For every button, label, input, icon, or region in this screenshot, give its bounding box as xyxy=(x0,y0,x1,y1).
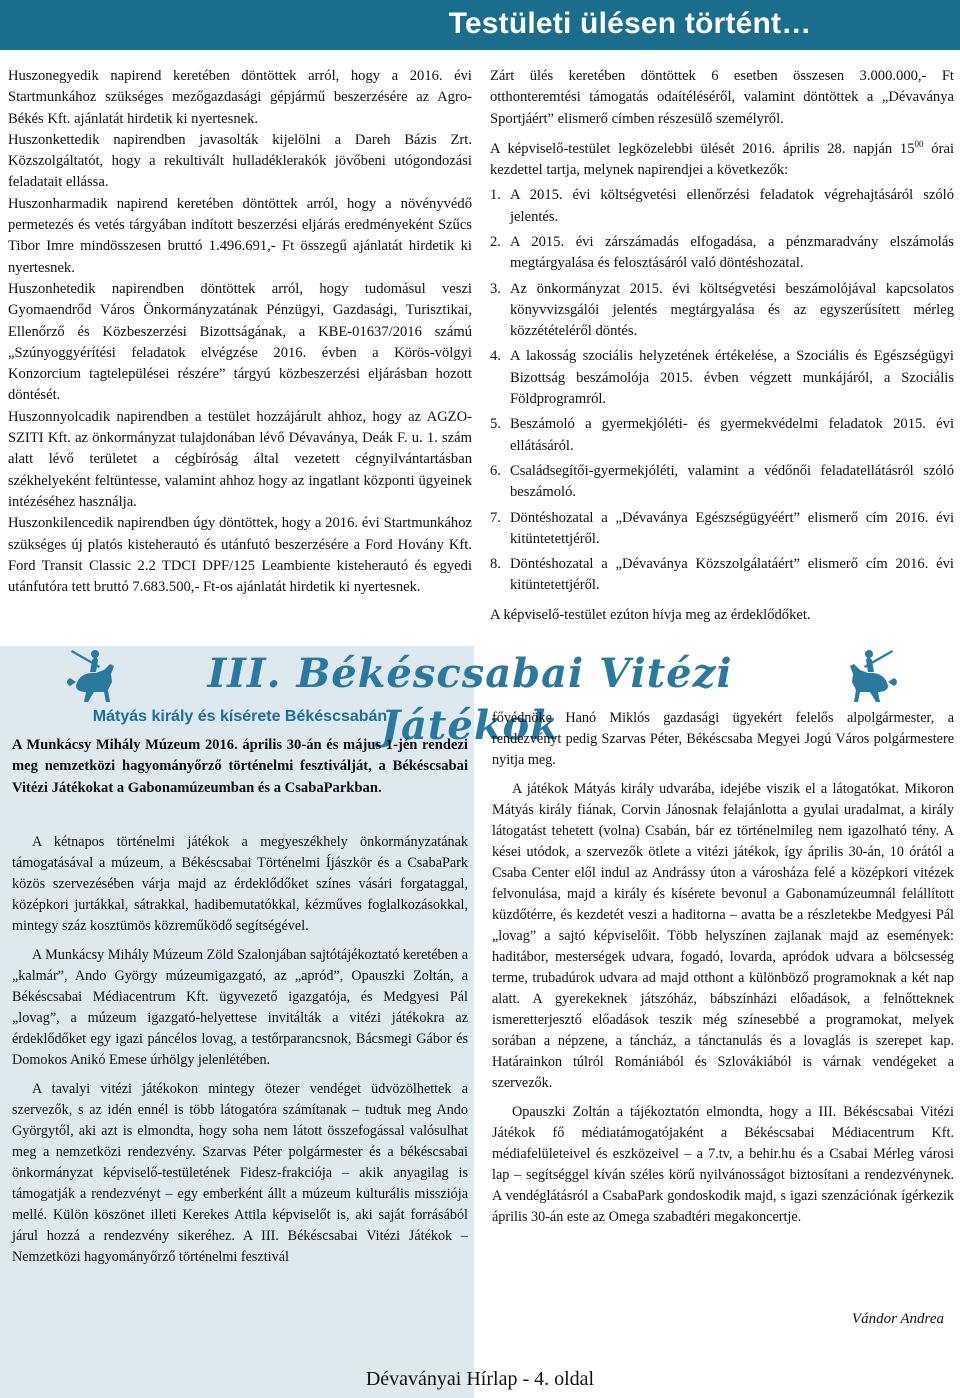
page-footer: Dévaványai Hírlap - 4. oldal xyxy=(365,1368,595,1390)
agenda-item xyxy=(490,414,954,457)
top-left-column xyxy=(8,66,472,598)
paragraph: A játékok Mátyás király udvarába, idejébe viszik el a látogatókat. Mikoron Mátyás király fiának, Corvin Jánosnak felajánlotta a gyulai uradalmat, a király látogatást tehetett (volna) Csabán, bár ez történelmileg nem igazolható tény. A kései utódok, a szervezők ötlete a vitézi játékok, így április 30-án, 10 órától a Csaba Center elől indul az Andrássy úton a városháza felé a középkori vitézek felvonulása, majd a király és kísérete bevonul a Gabonamúzeumnál felállított küzdőtérre, és kezdetét veszi a haditorna – avatta be a részletekbe Medgyesi Pál „lovag” a sajtó képviselőit. Több helyszínen zajlanak majd az események: haditábor, mesterségek udvara, fogadó, lovarda, apródok udvara a bölcsesség terme, trubadúrok udvara ad majd otthont a különböző programoknak a két nap alatt. A gyerekeknek játszóház, bábszínházi előadások, a felnőtteknek ismeretterjesztő előadások teszik még színesebbé a programokat, melyek sorában a népzene, a táncház, a tánctanulás és a lovaglás is szerepet kap. Határainkon túlról Romániából és Szlovákiából is várnak vendégeket a szervezők. xyxy=(492,781,954,1091)
knight-on-horse-icon xyxy=(840,646,900,708)
event-lead: A Munkácsy Mihály Múzeum 2016. április 30-án és május 1-jén rendezi meg nemzetközi hagyományőrző történelmi fesztiválját, a Békéscsabai Vitézi Játékokat a Gabonamúzeumban és a CsabaParkban. xyxy=(12,737,468,796)
event-article-right xyxy=(492,708,954,1236)
author-signature: Vándor Andrea xyxy=(851,1311,944,1327)
agenda-list xyxy=(490,185,954,596)
agenda-item-number: 5. xyxy=(490,416,501,433)
event-subtitle: Mátyás király és kísérete Békéscsabán xyxy=(92,708,388,725)
agenda-item-text: Beszámoló a gyermekjóléti- és gyermekvédelmi feladatok 2015. évi ellátásáról. xyxy=(510,416,954,454)
agenda-item-text: A lakosság szociális helyzetének értékelése, a Szociális és Egészségügyi Bizottság beszámolója 2015. évben végzett munkájáról, a Szociális Földprogramról. xyxy=(510,348,954,408)
agenda-item xyxy=(490,461,954,504)
closed-session-paragraph: Zárt ülés keretében döntöttek 6 esetben összesen 3.000.000,- Ft otthonteremtési támogatás odaítéléséről, valamint döntöttek a „Dévaványa Sportjáért” elismerő címben részesülő személyről. xyxy=(490,68,954,127)
agenda-item-text: Döntéshozatal a „Dévaványa Közszolgálatáért” elismerő cím 2016. évi kitüntetettjéről. xyxy=(510,556,954,594)
paragraph: Huszonkettedik napirendben javasolták kijelölni a Dareh Bázis Zrt. Közszolgáltatót, hogy a rekultivált hulladéklerakók jövőbeni utógondozási feladatait ellássa. xyxy=(8,131,472,191)
time-superscript: 00 xyxy=(914,138,924,149)
agenda-item-text: Családsegítői-gyermekjóléti, valamint a védőnői feladatellátásról szóló beszámoló. xyxy=(510,462,954,501)
paragraph: A kétnapos történelmi játékok a megyeszékhely önkormányzatának támogatásával a múzeum, a Békéscsabai Történelmi Íjászkör és a CsabaPark közös szervezésében várja majd az érdeklődőket színes vásári forgataggal, középkori jurtákkal, sátrakkal, hadibemutatókkal, kézműves foglalkozásokkal, mintegy száz kosztümös közreműködő segítségével. xyxy=(12,834,468,934)
next-meeting-text-cont: órai kezdettel tartja, melynek napirendjei a következők: xyxy=(490,140,954,179)
header-bar-left xyxy=(0,0,300,50)
next-meeting-text: A képviselő-testület legközelebbi ülését 2016. április 28. napján 15 xyxy=(490,140,915,157)
agenda-item-number: 7. xyxy=(490,509,501,526)
agenda-item-text: A 2015. évi költségvetési ellenőrzési feladatok végrehajtásáról szóló jelentés. xyxy=(510,187,954,225)
page-title: Testületi ülésen történt… xyxy=(448,7,812,40)
agenda-item xyxy=(490,346,954,410)
agenda-item-number: 4. xyxy=(490,348,501,365)
agenda-item-number: 8. xyxy=(490,556,501,573)
paragraph: Huszonnyolcadik napirendben a testület hozzájárult ahhoz, hogy az AGZO-SZITI Kft. az önkormányzat tulajdonában lévő Dévaványa, Deák F. u. 1. szám alatt lévő területet a cégbíróság által vezetett cégnyilvántartásban székhelyeként feltüntesse, valamint ahhoz hogy az ingatlant központi ügyeinek intézéséhez használja. xyxy=(8,408,472,510)
agenda-item-number: 6. xyxy=(490,462,501,479)
next-meeting-paragraph xyxy=(490,134,954,181)
agenda-item xyxy=(490,279,954,343)
agenda-item xyxy=(490,185,954,228)
agenda-item xyxy=(490,508,954,551)
agenda-item-number: 1. xyxy=(490,187,501,204)
paragraph: Huszonegyedik napirend keretében döntöttek arról, hogy a 2016. évi Startmunkához szükséges mezőgazdasági gépjármű beszerzésére az Agro-Békés Kft. ajánlatát hirdetik ki nyertesnek. xyxy=(8,68,472,127)
event-box-body xyxy=(12,832,468,1276)
paragraph: Huszonharmadik napirend keretében döntöttek arról, hogy a növényvédő permetezés és vetés tárgyában indított beszerzési eljárás eredményeként Szűcs Tibor Imre mindösszesen bruttó 1.496.691,- Ft összegű ajánlatát hirdetik ki nyertesnek. xyxy=(8,195,472,276)
knight-on-horse-icon xyxy=(64,646,124,708)
paragraph: fővédnöke Hanó Miklós gazdasági ügyekért felelős alpolgármester, a rendezvényt pedig Szarvas Péter, Békéscsaba Megyei Jogú Város polgármestere nyitja meg. xyxy=(492,710,954,768)
agenda-item-text: A 2015. évi zárszámadás elfogadása, a pénzmaradvány elszámolás megtárgyalása és felosztásáról való döntéshozatal. xyxy=(510,233,954,272)
paragraph: Huszonkilencedik napirendben úgy döntöttek, hogy a 2016. évi Startmunkához szükséges új platós kisteherautó és utánfutó beszerzésére a Ford Hovány Kft. Ford Transit Classic 2.2 TDCI DPF/125 Leambiente kisteherautó és egyedi utánfutóra tett bruttó 7.683.500,- Ft-os ajánlatát hirdetik ki nyertesnek. xyxy=(8,515,472,596)
agenda-item-text: Az önkormányzat 2015. évi költségvetési beszámolójával kapcsolatos könyvvizsgálói jelentés megtárgyalása és az egyszerűsített mérleg közzétételéről döntés. xyxy=(510,280,954,340)
paragraph: Opauszki Zoltán a tájékoztatón elmondta, hogy a III. Békéscsabai Vitézi Játékok fő médiatámogatójaként a Békéscsabai Médiacentrum Kft. médiafelületeivel és eszközeivel – a 7.tv, a behir.hu és a Csabai Mérleg városi lap – segítséggel kíván széles körű nyilvánosságot biztosítani a rendezvénynek. A vendéglátásról a CsabaPark gondoskodik majd, s igazi szenzációnak ígérkezik április 30-án este az Omega szabadtéri megakoncertje. xyxy=(492,1104,954,1225)
invitation-paragraph: A képviselő-testület ezúton hívja meg az érdeklődőket. xyxy=(490,606,811,623)
paragraph: Huszonhetedik napirendben döntöttek arról, hogy tudomásul veszi Gyomaendrőd Város Önkormányzatának Pénzügyi, Gazdasági, Turisztikai, Ellenőrző és Közbeszerzési Bizottságának, a KBE-01637/2016 számú „Szúnyoggyérítési feladatok elvégzése 2016. évben a Körös-völgyi Konzorcium tagtelepülései részére” tárgyú közbeszerzési eljárásban hozott döntését. xyxy=(8,280,472,404)
agenda-item xyxy=(490,554,954,597)
agenda-item-number: 3. xyxy=(490,280,501,297)
agenda-item-text: Döntéshozatal a „Dévaványa Egészségügyéért” elismerő cím 2016. évi kitüntetettjéről. xyxy=(510,509,954,547)
event-title: III. Békéscsabai Vitézi Játékok xyxy=(207,650,733,749)
agenda-item-number: 2. xyxy=(490,233,501,250)
agenda-item xyxy=(490,232,954,275)
paragraph: A tavalyi vitézi játékokon mintegy ötezer vendéget üdvözölhettek a szervezők, s az idén ennél is több látogatóra számítanak – tudtuk meg Ando Györgytől, aki azt is elmondta, hogy soha nem látott összefogással valósulhat meg a nemzetközi rendezvény. Szarvas Péter polgármester és a békéscsabai önkormányzat képviselő-testületének Fidesz-frakciója – akik anyagilag is támogatják a rendezvényt – egy emberként állt a múzeum kulturális missziója mellé. Külön köszönet illeti Kerekes Attila képviselőt is, aki saját forrásából járul hozzá a rendezvény sikeréhez. A III. Békéscsabai Vitézi Játékok – Nemzetközi hagyományőrző történelmi fesztivál xyxy=(12,1081,468,1265)
top-right-column xyxy=(490,66,954,630)
paragraph: A Munkácsy Mihály Múzeum Zöld Szalonjában sajtótájékoztató keretében a „kalmár”, Ando György múzeumigazgató, az „apród”, Opauszki Zoltán, a Békéscsabai Médiacentrum Kft. ügyvezető igazgatója, és Medgyesi Pál „lovag”, a múzeum igazgató-helyettese invitálták a vitézi játékokra az érdeklődőket egy igazi páncélos lovag, a testőrparancsnok, Bácsmegi Gábor és Domokos Anikó Emese úrhölgy jelenlétében. xyxy=(12,947,468,1068)
